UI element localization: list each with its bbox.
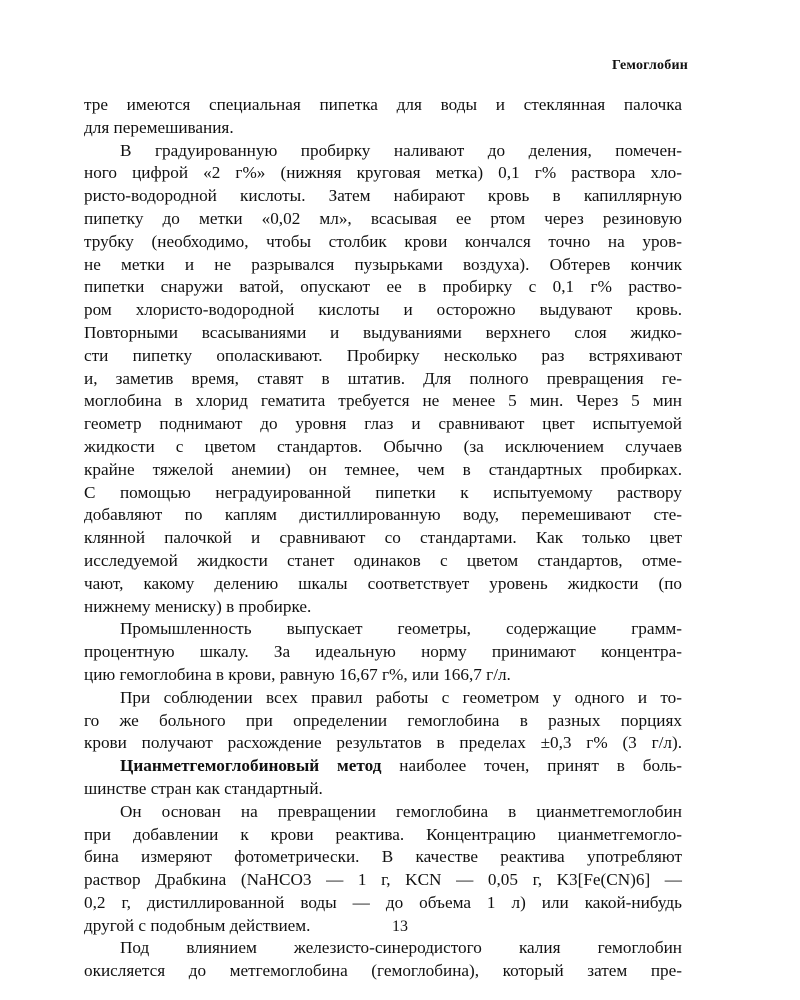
text-line: Промышленность выпускает геометры, содержащие грамм- (120, 619, 682, 639)
text-line: и, заметив время, ставят в штатив. Для полного превращения ге- (84, 368, 682, 388)
text-line: процентную шкалу. За идеальную норму принимают концентра- (84, 642, 682, 662)
text-line: шинстве стран как стандартный. (84, 778, 323, 798)
text-line: при добавлении к крови реактива. Концентрацию цианметгемогло- (84, 824, 682, 844)
text-line: жидкости с цветом стандартов. Обычно (за исключением случаев (84, 436, 682, 456)
text-line: крови получают расхождение результатов в пределах ±0,3 г% (3 г/л). (84, 733, 682, 753)
text-line: нижнему мениску) в пробирке. (84, 596, 312, 616)
text-line: 0,2 г, дистиллированной воды — до объема 1 л) или какой-нибудь (84, 892, 682, 912)
text-line: го же больного при определении гемоглобина в разных порциях (84, 710, 682, 730)
text-line: С помощью неградуированной пипетки к испытуемому раствору (84, 482, 682, 502)
text-line: ного цифрой «2 г%» (нижняя круговая метка) 0,1 г% раствора хло- (84, 163, 682, 183)
text-line: При соблюдении всех правил работы с геометром у одного и то- (120, 687, 682, 707)
line-text: наиболее точен, принят в боль- (381, 756, 682, 776)
running-head: Гемоглобин (611, 58, 688, 73)
text-line: В градуированную пробирку наливают до деления, помечен- (120, 140, 682, 160)
text-line: пипетки снаружи ватой, опускают ее в пробирку с 0,1 г% раство- (84, 277, 682, 297)
text-line: моглобина в хлорид гематита требуется не менее 5 мин. Через 5 мин (84, 391, 682, 411)
text-line: сти пипетку ополаскивают. Пробирку несколько раз встряхивают (84, 345, 682, 365)
text-line: другой с подобным действием. (84, 915, 311, 935)
text-line: Он основан на превращении гемоглобина в цианметгемоглобин (120, 801, 682, 821)
text-line: Повторными всасываниями и выдуваниями верхнего слоя жидко- (84, 322, 682, 342)
text-line: не метки и не разрывался пузырьками воздуха). Обтерев кончик (84, 254, 682, 274)
method-term: Цианметгемоглобиновый метод (120, 756, 382, 776)
text-line: чают, какому делению шкалы соответствует уровень жидкости (по (84, 573, 682, 593)
text-line: ром хлористо-водородной кислоты и осторожно выдувают кровь. (84, 300, 682, 320)
text-line: исследуемой жидкости станет одинаков с цветом стандартов, отме- (84, 550, 682, 570)
body-text (84, 94, 682, 983)
text-line (84, 755, 682, 778)
text-line: пипетку до метки «0,02 мл», всасывая ее ртом через резиновую (84, 208, 682, 228)
text-line: крайне тяжелой анемии) он темнее, чем в стандартных пробирках. (84, 459, 682, 479)
text-line: ристо-водородной кислоты. Затем набирают кровь в капиллярную (84, 186, 682, 206)
text-line: геометр поднимают до уровня глаз и сравнивают цвет испытуемой (84, 414, 682, 434)
text-line: тре имеются специальная пипетка для воды и стеклянная палочка (84, 95, 682, 114)
text-line: добавляют по каплям дистиллированную воду, перемешивают сте- (84, 505, 682, 525)
page-number: 13 (392, 918, 408, 935)
text-line: окисляется до метгемоглобина (гемоглобина), который затем пре- (84, 961, 682, 981)
text-line: цию гемоглобина в крови, равную 16,67 г%, или 166,7 г/л. (84, 664, 511, 684)
text-line: трубку (необходимо, чтобы столбик крови кончался точно на уров- (84, 231, 682, 251)
text-line: Под влиянием железисто-синеродистого калия гемоглобин (120, 938, 682, 958)
text-line: бина измеряют фотометрически. В качестве реактива употребляют (84, 847, 682, 867)
text-line: для перемешивания. (84, 117, 234, 137)
text-line: клянной палочкой и сравнивают со стандартами. Как только цвет (84, 528, 682, 548)
text-line: раствор Драбкина (NaHCO3 — 1 г, KCN — 0,05 г, K3[Fe(CN)6] — (84, 870, 682, 890)
